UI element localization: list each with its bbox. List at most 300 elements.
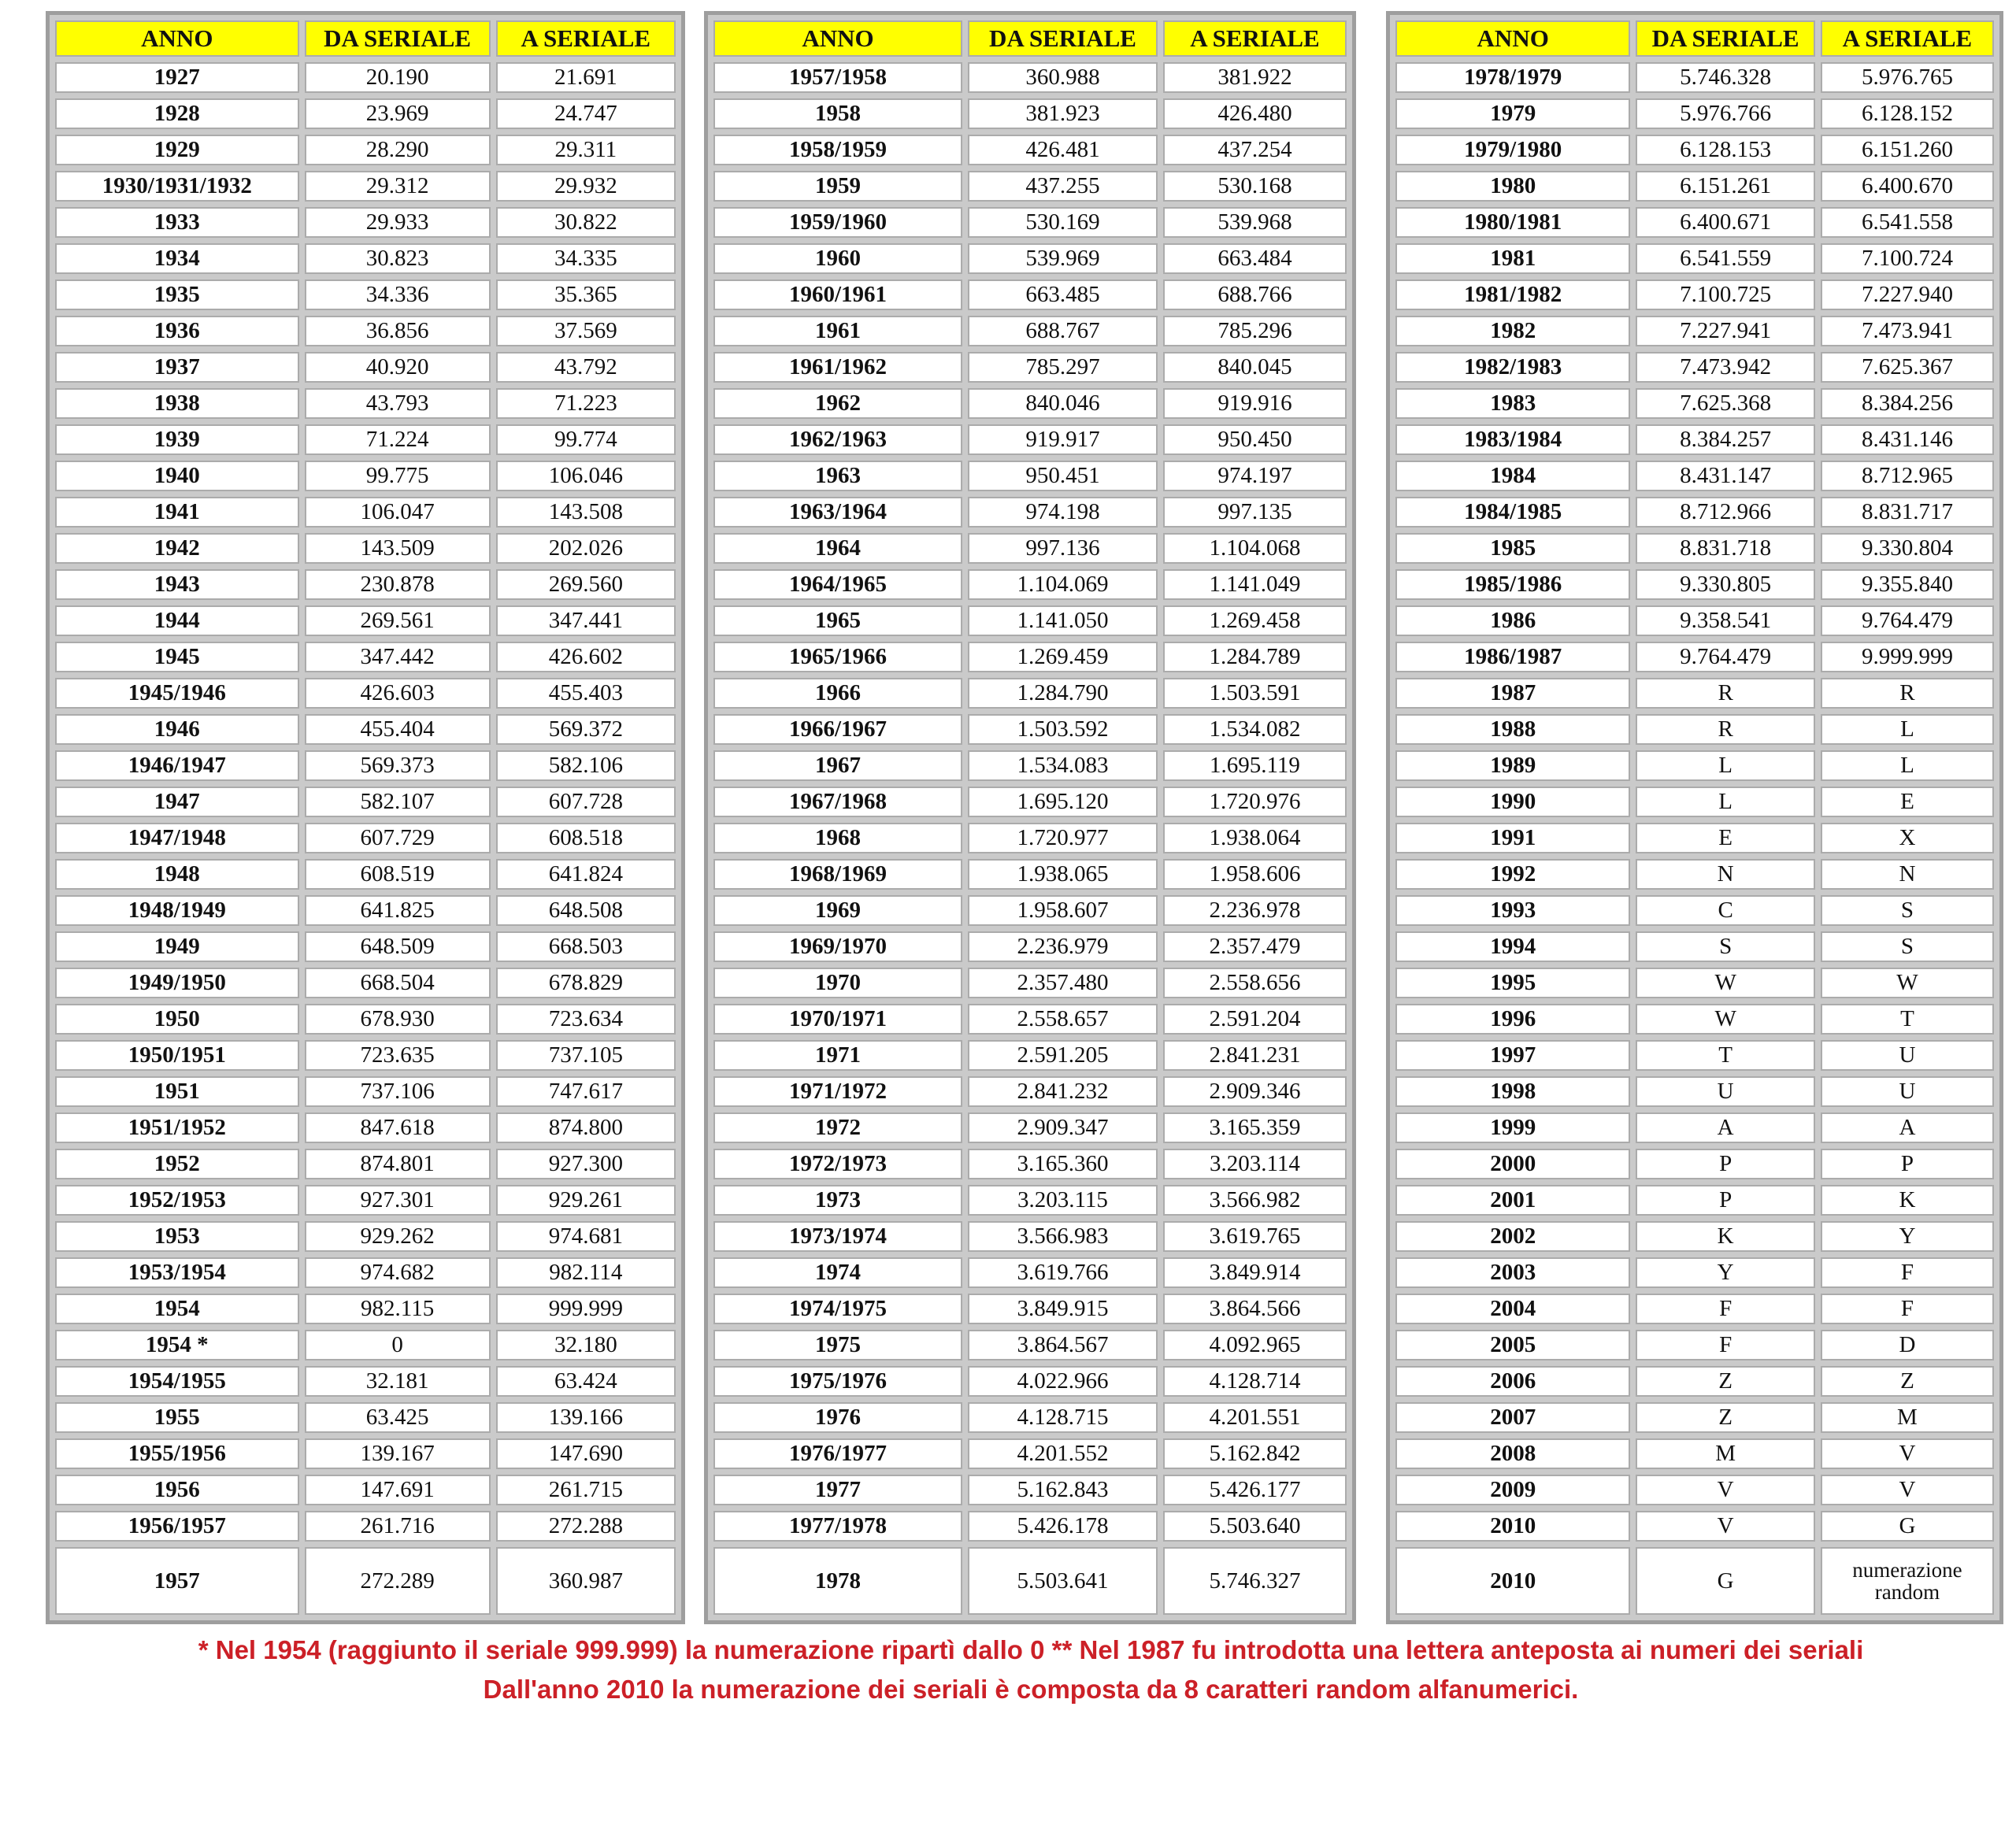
serial-from-cell: 2.236.979 — [968, 931, 1158, 962]
serial-to-cell: 927.300 — [496, 1149, 676, 1179]
column-header-anno: ANNO — [55, 20, 299, 57]
table-row — [1395, 1257, 1994, 1288]
year-cell: 1967 — [713, 750, 962, 781]
table-row — [1395, 135, 1994, 165]
serial-to-cell: 8.831.717 — [1821, 497, 1994, 528]
serial-to-cell: 2.841.231 — [1163, 1040, 1347, 1071]
year-cell: 1984 — [1395, 461, 1630, 491]
serial-from-cell: Z — [1636, 1366, 1815, 1397]
serial-from-cell: 1.141.050 — [968, 605, 1158, 636]
serial-from-cell: 982.115 — [305, 1294, 491, 1324]
table-row — [55, 895, 676, 926]
serial-to-cell: 3.566.982 — [1163, 1185, 1347, 1216]
year-cell: 1986 — [1395, 605, 1630, 636]
year-cell: 2000 — [1395, 1149, 1630, 1179]
year-cell: 1970 — [713, 968, 962, 998]
year-cell: 1960/1961 — [713, 279, 962, 310]
table-row — [55, 823, 676, 853]
serial-to-cell: 30.822 — [496, 207, 676, 238]
serial-to-cell: R — [1821, 678, 1994, 709]
table-row — [55, 605, 676, 636]
table-row — [713, 605, 1347, 636]
table-row — [55, 1257, 676, 1288]
table-row — [1395, 497, 1994, 528]
serial-to-cell: 723.634 — [496, 1004, 676, 1035]
year-cell: 1974/1975 — [713, 1294, 962, 1324]
serial-from-cell: 2.591.205 — [968, 1040, 1158, 1071]
serial-table-left — [46, 11, 685, 1624]
serial-from-cell: 8.831.718 — [1636, 533, 1815, 564]
serial-to-cell: M — [1821, 1402, 1994, 1433]
serial-to-cell: 63.424 — [496, 1366, 676, 1397]
serial-to-cell: L — [1821, 714, 1994, 745]
serial-to-cell: L — [1821, 750, 1994, 781]
year-cell: 1967/1968 — [713, 787, 962, 817]
table-row — [713, 1004, 1347, 1035]
serial-to-cell: 1.695.119 — [1163, 750, 1347, 781]
serial-from-cell: 4.128.715 — [968, 1402, 1158, 1433]
serial-from-cell: 997.136 — [968, 533, 1158, 564]
serial-to-cell: X — [1821, 823, 1994, 853]
serial-to-cell: 737.105 — [496, 1040, 676, 1071]
year-cell: 1979/1980 — [1395, 135, 1630, 165]
serial-to-cell: 1.503.591 — [1163, 678, 1347, 709]
year-cell: 1953/1954 — [55, 1257, 299, 1288]
table-row — [1395, 1149, 1994, 1179]
serial-to-cell: 8.384.256 — [1821, 388, 1994, 419]
serial-to-cell: 7.100.724 — [1821, 243, 1994, 274]
serial-to-cell: 5.162.842 — [1163, 1438, 1347, 1469]
serial-from-cell: 2.909.347 — [968, 1112, 1158, 1143]
serial-to-cell: 2.357.479 — [1163, 931, 1347, 962]
column-header-a-seriale: A SERIALE — [1163, 20, 1347, 57]
serial-from-cell: 5.746.328 — [1636, 62, 1815, 93]
year-cell: 1947 — [55, 787, 299, 817]
serial-to-cell: 147.690 — [496, 1438, 676, 1469]
table-row — [713, 1475, 1347, 1505]
table-row — [713, 1511, 1347, 1542]
serial-from-cell: 919.917 — [968, 424, 1158, 455]
serial-to-cell: 530.168 — [1163, 171, 1347, 202]
serial-to-cell: 4.128.714 — [1163, 1366, 1347, 1397]
serial-from-cell: 347.442 — [305, 642, 491, 672]
serial-from-cell: 663.485 — [968, 279, 1158, 310]
year-cell: 1941 — [55, 497, 299, 528]
year-cell: 1965/1966 — [713, 642, 962, 672]
serial-to-cell: 9.330.804 — [1821, 533, 1994, 564]
serial-to-cell: 950.450 — [1163, 424, 1347, 455]
table-row — [1395, 968, 1994, 998]
table-row — [713, 352, 1347, 383]
year-cell: 1982/1983 — [1395, 352, 1630, 383]
serial-from-cell: 3.566.983 — [968, 1221, 1158, 1252]
year-cell: 1958/1959 — [713, 135, 962, 165]
serial-to-cell: 2.909.346 — [1163, 1076, 1347, 1107]
year-cell: 1951 — [55, 1076, 299, 1107]
table-row — [1395, 642, 1994, 672]
year-cell: 1959/1960 — [713, 207, 962, 238]
serial-from-cell: A — [1636, 1112, 1815, 1143]
serial-to-cell: 4.201.551 — [1163, 1402, 1347, 1433]
year-cell: 1965 — [713, 605, 962, 636]
year-cell: 1973/1974 — [713, 1221, 962, 1252]
serial-from-cell: W — [1636, 1004, 1815, 1035]
year-cell: 1940 — [55, 461, 299, 491]
table-row — [1395, 787, 1994, 817]
serial-from-cell: 668.504 — [305, 968, 491, 998]
year-cell: 1975 — [713, 1330, 962, 1360]
serial-from-cell: 7.100.725 — [1636, 279, 1815, 310]
year-cell: 1964/1965 — [713, 569, 962, 600]
serial-to-cell: 5.746.327 — [1163, 1547, 1347, 1615]
serial-to-cell: V — [1821, 1438, 1994, 1469]
table-row — [713, 1294, 1347, 1324]
year-cell: 2006 — [1395, 1366, 1630, 1397]
serial-from-cell: 6.151.261 — [1636, 171, 1815, 202]
serial-from-cell: 3.849.915 — [968, 1294, 1158, 1324]
column-header-a-seriale: A SERIALE — [1821, 20, 1994, 57]
serial-to-cell: 21.691 — [496, 62, 676, 93]
serial-to-cell: 24.747 — [496, 98, 676, 129]
year-cell: 1968/1969 — [713, 859, 962, 890]
serial-to-cell: 999.999 — [496, 1294, 676, 1324]
year-cell: 1948 — [55, 859, 299, 890]
year-cell: 1969 — [713, 895, 962, 926]
serial-to-cell: 5.976.765 — [1821, 62, 1994, 93]
serial-from-cell: P — [1636, 1149, 1815, 1179]
year-cell: 1957 — [55, 1547, 299, 1615]
year-cell: 2004 — [1395, 1294, 1630, 1324]
serial-from-cell: 1.503.592 — [968, 714, 1158, 745]
serial-to-cell: 426.480 — [1163, 98, 1347, 129]
serial-from-cell: 36.856 — [305, 316, 491, 346]
table-row — [713, 62, 1347, 93]
serial-to-cell: S — [1821, 931, 1994, 962]
serial-tables-row — [46, 11, 2016, 1624]
serial-to-cell: 648.508 — [496, 895, 676, 926]
serial-to-cell: 6.400.670 — [1821, 171, 1994, 202]
year-cell: 1981 — [1395, 243, 1630, 274]
table-row — [713, 931, 1347, 962]
year-cell: 2003 — [1395, 1257, 1630, 1288]
serial-to-cell: 7.227.940 — [1821, 279, 1994, 310]
serial-to-cell: 426.602 — [496, 642, 676, 672]
serial-to-cell: S — [1821, 895, 1994, 926]
table-row — [713, 895, 1347, 926]
year-cell: 2010 — [1395, 1511, 1630, 1542]
table-row — [713, 497, 1347, 528]
serial-from-cell: 950.451 — [968, 461, 1158, 491]
table-row — [55, 1438, 676, 1469]
table-row — [713, 135, 1347, 165]
serial-from-cell: 381.923 — [968, 98, 1158, 129]
year-cell: 1935 — [55, 279, 299, 310]
year-cell: 1971/1972 — [713, 1076, 962, 1107]
serial-from-cell: 974.198 — [968, 497, 1158, 528]
table-row — [55, 968, 676, 998]
serial-from-cell: 71.224 — [305, 424, 491, 455]
header-row — [55, 20, 676, 57]
year-cell: 1972/1973 — [713, 1149, 962, 1179]
table-row — [1395, 750, 1994, 781]
serial-to-cell: 3.619.765 — [1163, 1221, 1347, 1252]
year-cell: 1954 — [55, 1294, 299, 1324]
serial-from-cell: M — [1636, 1438, 1815, 1469]
year-cell: 1990 — [1395, 787, 1630, 817]
table-row — [55, 533, 676, 564]
serial-from-cell: 4.201.552 — [968, 1438, 1158, 1469]
year-cell: 2001 — [1395, 1185, 1630, 1216]
serial-from-cell: 840.046 — [968, 388, 1158, 419]
serial-from-cell: U — [1636, 1076, 1815, 1107]
table-row — [713, 678, 1347, 709]
year-cell: 1981/1982 — [1395, 279, 1630, 310]
serial-to-cell: 32.180 — [496, 1330, 676, 1360]
table-row — [713, 98, 1347, 129]
serial-from-cell: 1.104.069 — [968, 569, 1158, 600]
serial-from-cell: 5.162.843 — [968, 1475, 1158, 1505]
serial-from-cell: C — [1636, 895, 1815, 926]
serial-to-cell: F — [1821, 1294, 1994, 1324]
year-cell: 1994 — [1395, 931, 1630, 962]
serial-from-cell: 530.169 — [968, 207, 1158, 238]
year-cell: 1956 — [55, 1475, 299, 1505]
column-header-da-seriale: DA SERIALE — [305, 20, 491, 57]
table-row — [1395, 678, 1994, 709]
serial-from-cell: V — [1636, 1511, 1815, 1542]
serial-from-cell: 8.384.257 — [1636, 424, 1815, 455]
serial-from-cell: 34.336 — [305, 279, 491, 310]
year-cell: 1961 — [713, 316, 962, 346]
serial-from-cell: 608.519 — [305, 859, 491, 890]
serial-from-cell: 641.825 — [305, 895, 491, 926]
table-row — [713, 1330, 1347, 1360]
serial-to-cell: E — [1821, 787, 1994, 817]
serial-from-cell: 8.431.147 — [1636, 461, 1815, 491]
year-cell: 1950 — [55, 1004, 299, 1035]
serial-from-cell: 9.330.805 — [1636, 569, 1815, 600]
year-cell: 1987 — [1395, 678, 1630, 709]
serial-from-cell: 437.255 — [968, 171, 1158, 202]
serial-from-cell: 5.503.641 — [968, 1547, 1158, 1615]
table-row — [1395, 1004, 1994, 1035]
year-cell: 1999 — [1395, 1112, 1630, 1143]
serial-to-cell: 99.774 — [496, 424, 676, 455]
table-row — [713, 1076, 1347, 1107]
serial-from-cell: 29.933 — [305, 207, 491, 238]
serial-to-cell: 607.728 — [496, 787, 676, 817]
header-row — [713, 20, 1347, 57]
serial-to-cell: 29.932 — [496, 171, 676, 202]
serial-to-cell: G — [1821, 1511, 1994, 1542]
serial-to-cell: 641.824 — [496, 859, 676, 890]
serial-from-cell: 2.558.657 — [968, 1004, 1158, 1035]
year-cell: 1951/1952 — [55, 1112, 299, 1143]
serial-from-cell: 9.358.541 — [1636, 605, 1815, 636]
serial-to-cell: 139.166 — [496, 1402, 676, 1433]
year-cell: 1993 — [1395, 895, 1630, 926]
serial-from-cell: 8.712.966 — [1636, 497, 1815, 528]
serial-from-cell: 1.958.607 — [968, 895, 1158, 926]
table-row — [713, 1402, 1347, 1433]
table-row — [1395, 207, 1994, 238]
serial-to-cell: 269.560 — [496, 569, 676, 600]
table-body-right — [1395, 62, 1994, 1615]
serial-to-cell: 1.958.606 — [1163, 859, 1347, 890]
serial-to-cell: T — [1821, 1004, 1994, 1035]
serial-from-cell: E — [1636, 823, 1815, 853]
serial-to-cell: 106.046 — [496, 461, 676, 491]
table-row — [55, 424, 676, 455]
year-cell: 1952 — [55, 1149, 299, 1179]
serial-from-cell: 147.691 — [305, 1475, 491, 1505]
serial-to-cell: 2.558.656 — [1163, 968, 1347, 998]
serial-to-cell: 919.916 — [1163, 388, 1347, 419]
serial-from-cell: 847.618 — [305, 1112, 491, 1143]
table-row — [1395, 388, 1994, 419]
serial-from-cell: 974.682 — [305, 1257, 491, 1288]
year-cell: 1945 — [55, 642, 299, 672]
table-row — [1395, 533, 1994, 564]
serial-from-cell: L — [1636, 787, 1815, 817]
year-cell: 1976/1977 — [713, 1438, 962, 1469]
table-row — [55, 1475, 676, 1505]
serial-from-cell: 785.297 — [968, 352, 1158, 383]
year-cell: 1927 — [55, 62, 299, 93]
year-cell: 2002 — [1395, 1221, 1630, 1252]
serial-to-cell: 1.104.068 — [1163, 533, 1347, 564]
table-row — [713, 968, 1347, 998]
year-cell: 2009 — [1395, 1475, 1630, 1505]
year-cell: 1983 — [1395, 388, 1630, 419]
serial-from-cell: F — [1636, 1330, 1815, 1360]
table-row — [713, 1040, 1347, 1071]
serial-from-cell: 6.128.153 — [1636, 135, 1815, 165]
serial-to-cell: 997.135 — [1163, 497, 1347, 528]
table-row — [1395, 461, 1994, 491]
serial-from-cell: L — [1636, 750, 1815, 781]
serial-to-cell: 1.534.082 — [1163, 714, 1347, 745]
year-cell: 1964 — [713, 533, 962, 564]
serial-to-cell: 381.922 — [1163, 62, 1347, 93]
serial-from-cell: 426.603 — [305, 678, 491, 709]
serial-to-cell: 37.569 — [496, 316, 676, 346]
year-cell: 1992 — [1395, 859, 1630, 890]
table-row — [55, 1330, 676, 1360]
serial-to-cell: numerazione random — [1821, 1547, 1994, 1615]
serial-from-cell: Z — [1636, 1402, 1815, 1433]
serial-from-cell: 2.357.480 — [968, 968, 1158, 998]
table-row — [55, 750, 676, 781]
year-cell: 1989 — [1395, 750, 1630, 781]
column-header-da-seriale: DA SERIALE — [968, 20, 1158, 57]
serial-from-cell: 230.878 — [305, 569, 491, 600]
year-cell: 2010 — [1395, 1547, 1630, 1615]
serial-to-cell: 2.236.978 — [1163, 895, 1347, 926]
year-cell: 1936 — [55, 316, 299, 346]
serial-to-cell: 663.484 — [1163, 243, 1347, 274]
table-row — [713, 207, 1347, 238]
table-row — [1395, 1475, 1994, 1505]
year-cell: 1980/1981 — [1395, 207, 1630, 238]
year-cell: 1997 — [1395, 1040, 1630, 1071]
table-row — [713, 1366, 1347, 1397]
serial-to-cell: 582.106 — [496, 750, 676, 781]
serial-to-cell: V — [1821, 1475, 1994, 1505]
serial-from-cell: 1.938.065 — [968, 859, 1158, 890]
serial-to-cell: 437.254 — [1163, 135, 1347, 165]
serial-from-cell: 3.165.360 — [968, 1149, 1158, 1179]
year-cell: 1937 — [55, 352, 299, 383]
column-header-anno: ANNO — [1395, 20, 1630, 57]
year-cell: 1955/1956 — [55, 1438, 299, 1469]
table-row — [1395, 931, 1994, 962]
serial-from-cell: 3.619.766 — [968, 1257, 1158, 1288]
year-cell: 1934 — [55, 243, 299, 274]
serial-to-cell: F — [1821, 1257, 1994, 1288]
table-row — [55, 1112, 676, 1143]
serial-from-cell: 139.167 — [305, 1438, 491, 1469]
table-row — [55, 1004, 676, 1035]
table-row — [55, 1511, 676, 1542]
year-cell: 1946/1947 — [55, 750, 299, 781]
year-cell: 1947/1948 — [55, 823, 299, 853]
table-row — [1395, 1112, 1994, 1143]
serial-from-cell: 261.716 — [305, 1511, 491, 1542]
serial-to-cell: 929.261 — [496, 1185, 676, 1216]
serial-from-cell: 1.269.459 — [968, 642, 1158, 672]
table-row — [713, 388, 1347, 419]
table-row — [1395, 316, 1994, 346]
year-cell: 1946 — [55, 714, 299, 745]
serial-to-cell: P — [1821, 1149, 1994, 1179]
year-cell: 1982 — [1395, 316, 1630, 346]
year-cell: 2007 — [1395, 1402, 1630, 1433]
serial-from-cell: 929.262 — [305, 1221, 491, 1252]
table-row — [55, 678, 676, 709]
serial-to-cell: 9.999.999 — [1821, 642, 1994, 672]
serial-from-cell: 106.047 — [305, 497, 491, 528]
serial-from-cell: 30.823 — [305, 243, 491, 274]
serial-to-cell: 8.712.965 — [1821, 461, 1994, 491]
table-row — [1395, 859, 1994, 890]
year-cell: 1983/1984 — [1395, 424, 1630, 455]
serial-from-cell: 1.720.977 — [968, 823, 1158, 853]
serial-to-cell: 874.800 — [496, 1112, 676, 1143]
table-row — [55, 569, 676, 600]
serial-to-cell: Y — [1821, 1221, 1994, 1252]
serial-from-cell: 5.976.766 — [1636, 98, 1815, 129]
table-row — [55, 1547, 676, 1615]
serial-to-cell: U — [1821, 1040, 1994, 1071]
table-row — [55, 279, 676, 310]
year-cell: 1986/1987 — [1395, 642, 1630, 672]
serial-from-cell: 360.988 — [968, 62, 1158, 93]
table-row — [1395, 823, 1994, 853]
serial-from-cell: 737.106 — [305, 1076, 491, 1107]
serial-to-cell: 6.128.152 — [1821, 98, 1994, 129]
serial-from-cell: 23.969 — [305, 98, 491, 129]
serial-from-cell: 28.290 — [305, 135, 491, 165]
serial-to-cell: 35.365 — [496, 279, 676, 310]
year-cell: 1942 — [55, 533, 299, 564]
year-cell: 1944 — [55, 605, 299, 636]
serial-from-cell: 455.404 — [305, 714, 491, 745]
serial-to-cell: 3.165.359 — [1163, 1112, 1347, 1143]
column-header-a-seriale: A SERIALE — [496, 20, 676, 57]
year-cell: 1970/1971 — [713, 1004, 962, 1035]
year-cell: 1988 — [1395, 714, 1630, 745]
